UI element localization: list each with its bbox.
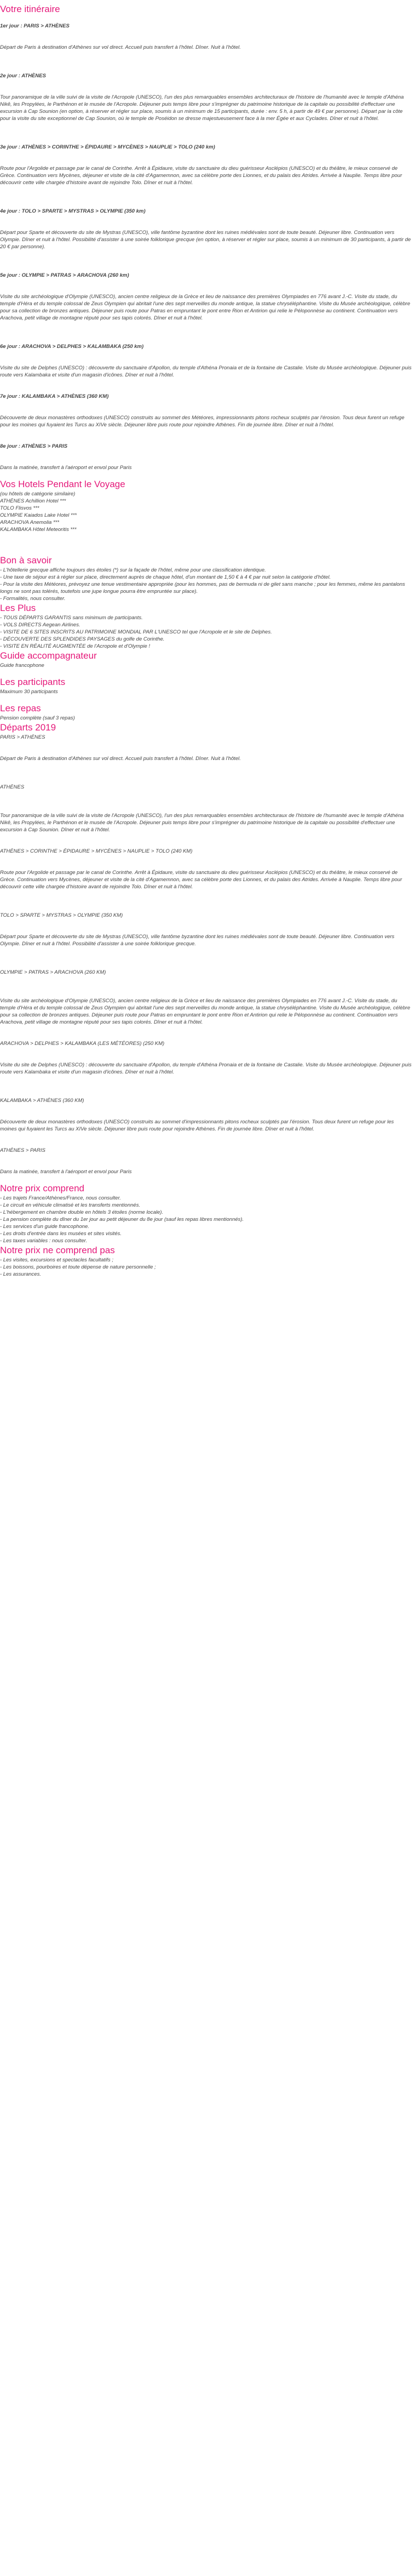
les-plus-title: Les Plus — [0, 603, 36, 613]
depart-heading: KALAMBAKA > ATHÈNES (360 KM) — [0, 1098, 84, 1104]
list-item: - L'hébergement en chambre double en hôtels 3 étoiles (norme locale). — [0, 1209, 164, 1215]
list-item: - Les assurances. — [0, 1271, 41, 1277]
departs-day-4 — [0, 912, 412, 947]
day-text: Visite du site archéologique d'Olympie (UNESCO), ancien centre religieux de la Grèce et lieu de naissance des premières Olympiades en 776 avant J.-C. Visite du stade, du temple d'Héra et du temple colossal de Zeus Olympien qui abritait l'une des sept merveilles du monde antique, la statue chryséléphantine. Visite du Musée archéologique, célèbre pour sa collection de bronzes antiques. Déjeuner puis route pour Patras en empruntant le pont entre Rion et Antirion qui relie le Péloponnèse au continent. Continuation vers Arachova, petit village de montagne réputé pour ses tapis colorés. Dîner et nuit à l'hôtel. — [0, 294, 411, 321]
day-text: Départ pour Sparte et découverte du site de Mystras (UNESCO), ville fantôme byzantine dont les ruines médiévales sont de toute beauté. Déjeuner libre. Continuation vers Olympie. Dîner et nuit à l'hôtel. Possibilité d'assister à une soirée folklorique grecque (en option, à réserver et régler sur place, soumis à un minimum de 30 participants, à partir de 20 € par personne). — [0, 230, 411, 250]
itinerary-day-4 — [0, 208, 412, 250]
list-item: - Les trajets France/Athènes/France, nous consulter. — [0, 1195, 121, 1201]
departs-day-1 — [0, 734, 412, 762]
page — [0, 0, 415, 1278]
itinerary-day-1 — [0, 22, 412, 51]
departs-title: Départs 2019 — [0, 722, 56, 733]
list-item: - L'hôtellerie grecque affiche toujours des étoiles (*) sur la façade de l'hôtel, même pour une classification identique. — [0, 567, 266, 573]
depart-heading: PARIS > ATHÈNES — [0, 734, 45, 740]
day-heading: 3e jour : ATHÈNES > CORINTHE > ÉPIDAURE > MYCÈNES > NAUPLIE > TOLO (240 km) — [0, 144, 215, 150]
day-heading: 6e jour : ARACHOVA > DELPHES > KALAMBAKA (250 km) — [0, 344, 144, 350]
list-item: - VISITE DE 6 SITES INSCRITS AU PATRIMOINE MONDIAL PAR L'UNESCO tel que l'Acropole et le site de Delphes. — [0, 629, 272, 635]
list-item: - Les visites, excursions et spectacles facultatifs ; — [0, 1257, 113, 1263]
itinerary-day-6 — [0, 343, 412, 379]
participants-title: Les participants — [0, 677, 66, 687]
depart-text: Découverte de deux monastères orthodoxes (UNESCO) construits au sommet d'impressionnants pitons rocheux sculptés par l'érosion. Tous deux furent un refuge pour les moines qui fuyaient les Turcs au XIVe siècle. Déjeuner libre puis route pour rejoindre Athènes. Fin de journée libre. Dîner et nuit à l'hôtel. — [0, 1119, 394, 1132]
depart-heading: ATHÈNES > PARIS — [0, 1147, 45, 1153]
itinerary-day-2 — [0, 72, 412, 122]
bon-a-savoir-title: Bon à savoir — [0, 555, 52, 566]
list-item: - Formalités, nous consulter. — [0, 596, 66, 602]
depart-heading: ARACHOVA > DELPHES > KALAMBAKA (LES MÉTÉORES) (250 KM) — [0, 1041, 165, 1047]
prix-ne-comprend-title: Notre prix ne comprend pas — [0, 1245, 115, 1255]
departs-day-7 — [0, 1097, 412, 1133]
day-heading: 5e jour : OLYMPIE > PATRAS > ARACHOVA (260 km) — [0, 272, 129, 278]
list-item: TOLO Flisvos *** — [0, 505, 39, 511]
itinerary-day-8 — [0, 443, 412, 471]
day-text: Visite du site de Delphes (UNESCO) : découverte du sanctuaire d'Apollon, du temple d'Athéna Pronaia et de la fontaine de Castalie. Visite du Musée archéologique. Déjeuner puis route vers Kalambaka et visite d'un magasin d'icônes. Dîner et nuit à l'hôtel. — [0, 365, 412, 378]
day-heading: 7e jour : KALAMBAKA > ATHÈNES (360 KM) — [0, 393, 109, 399]
depart-text: Tour panoramique de la ville suivi de la visite de l'Acropole (UNESCO), l'un des plus remarquables ensembles architecturaux de l'histoire de l'humanité avec le temple d'Athéna Nikê, les Propylées, le Parthénon et le musée de l'Acropole. Déjeuner puis temps libre pour s'imprégner du patrimoine historique de la capitale ou possibilité d'effectuer une excursion à Cap Sounion. Dîner et nuit à l'hôtel. — [0, 813, 404, 833]
hotels-list — [0, 490, 412, 533]
prix-comprend-title: Notre prix comprend — [0, 1183, 85, 1193]
list-item: KALAMBAKA Hôtel Meteoritis *** — [0, 527, 77, 533]
list-item: - DÉCOUVERTE DES SPLENDIDES PAYSAGES du golfe de Corinthe. — [0, 636, 165, 642]
list-item: - TOUS DÉPARTS GARANTIS sans minimum de participants. — [0, 615, 143, 621]
departs-day-8 — [0, 1147, 412, 1175]
repas-text: Pension complète (sauf 3 repas) — [0, 715, 75, 721]
depart-heading: OLYMPIE > PATRAS > ARACHOVA (260 KM) — [0, 969, 106, 975]
day-text: Dans la matinée, transfert à l'aéroport et envol pour Paris — [0, 465, 132, 471]
day-heading: 8e jour : ATHÈNES > PARIS — [0, 443, 68, 449]
list-item: OLYMPIE Kaiados Lake Hotel *** — [0, 512, 77, 518]
list-item: - VISITE EN RÉALITÉ AUGMENTÉE de l'Acropole et d'Olympie ! — [0, 643, 151, 649]
list-item: ATHÈNES Achillion Hotel *** — [0, 498, 66, 504]
day-text: Découverte de deux monastères orthodoxes (UNESCO) construits au sommet des Météores, impressionnants pitons rocheux sculptés par l'érosion. Tous deux furent un refuge pour les moines qui fuyaient les Turcs au XIVe siècle. Déjeuner libre puis route pour rejoindre Athènes. Fin de journée libre. Dîner et nuit à l'hôtel. — [0, 415, 405, 428]
list-item: - Les taxes variables : nous consulter. — [0, 1238, 88, 1244]
itinerary-title: Votre itinéraire — [0, 4, 60, 14]
repas-title: Les repas — [0, 703, 41, 713]
list-item: - Les boissons, pourboires et toute dépense de nature personnelle ; — [0, 1264, 156, 1270]
les-plus-list — [0, 614, 412, 650]
list-item: - Les droits d'entrée dans les musées et sites visités. — [0, 1231, 122, 1237]
participants-text: Maximum 30 participants — [0, 689, 58, 695]
depart-text: Visite du site archéologique d'Olympie (UNESCO), ancien centre religieux de la Grèce et lieu de naissance des premières Olympiades en 776 avant J.-C. Visite du stade, du temple d'Héra et du temple colossal de Zeus Olympien qui abritait l'une des sept merveilles du monde antique, la statue chryséléphantine. Visite du Musée archéologique, célèbre pour sa collection de bronzes antiques. Déjeuner puis route pour Patras en empruntant le pont entre Rion et Antirion qui relie le Péloponnèse au continent. Continuation vers Arachova, petit village de montagne réputé pour ses tapis colorés. Dîner et nuit à l'hôtel. — [0, 998, 411, 1025]
list-item: - VOLS DIRECTS Aegean Airlines. — [0, 622, 80, 628]
list-item: - La pension complète du dîner du 1er jour au petit déjeuner du 8e jour (sauf les repas libres mentionnés). — [0, 1216, 244, 1223]
departs-day-5 — [0, 969, 412, 1026]
list-item: - Une taxe de séjour est à régler sur place, directement auprès de chaque hôtel, d'un montant de 1,50 € à 4 € par nuit selon la catégorie d'hôtel. — [0, 574, 331, 580]
prix-comprend-list — [0, 1195, 412, 1244]
list-item: - Le circuit en véhicule climatisé et les transferts mentionnés. — [0, 1202, 141, 1208]
list-item: (ou hôtels de catégorie similaire) — [0, 491, 76, 497]
departs-day-3 — [0, 848, 412, 890]
list-item: - Pour la visite des Météores, prévoyez une tenue vestimentaire appropriée (pour les hommes, pas de bermuda ni de gilet sans manche ; pour les femmes, même les pantalons longs ne sont pas tolérés, toutefois une jupe longue pourra être empruntée sur place). — [0, 581, 405, 595]
depart-heading: ATHÈNES — [0, 784, 25, 790]
prix-ne-comprend-list — [0, 1256, 412, 1278]
day-heading: 1er jour : PARIS > ATHÈNES — [0, 23, 70, 29]
depart-heading: ATHÈNES > CORINTHE > ÉPIDAURE > MYCÈNES > NAUPLIE > TOLO (240 KM) — [0, 848, 193, 854]
depart-text: Visite du site de Delphes (UNESCO) : découverte du sanctuaire d'Apollon, du temple d'Athéna Pronaia et de la fontaine de Castalie. Visite du Musée archéologique. Déjeuner puis route vers Kalambaka et visite d'un magasin d'icônes. Dîner et nuit à l'hôtel. — [0, 1062, 412, 1075]
day-text: Tour panoramique de la ville suivi de la visite de l'Acropole (UNESCO), l'un des plus remarquables ensembles architecturaux de l'histoire de l'humanité avec le temple d'Athéna Nikê, les Propylées, le Parthénon et le musée de l'Acropole. Déjeuner puis temps libre pour s'imprégner du patrimoine historique de la capitale ou possibilité d'effectuer une excursion à Cap Sounion (en option, à réserver et régler sur place, soumis à un minimum de 15 participants, durée : env. 5 h, à partir de 49 € par personne). Départ par la côte pour la visite du site exceptionnel de Cap Sounion, où le temple de Poséidon se dresse majestueusement face à la mer Égée et aux Cyclades. Dîner et nuit à l'hôtel. — [0, 94, 404, 122]
itinerary-day-5 — [0, 272, 412, 322]
day-text: Départ de Paris à destination d'Athènes sur vol direct. Accueil puis transfert à l'hôtel. Dîner. Nuit à l'hôtel. — [0, 44, 241, 50]
hotels-title: Vos Hotels Pendant le Voyage — [0, 479, 125, 489]
itinerary-day-3 — [0, 144, 412, 186]
list-item: - Les services d'un guide francophone. — [0, 1224, 89, 1230]
guide-title: Guide accompagnateur — [0, 650, 97, 661]
depart-text: Départ pour Sparte et découverte du site de Mystras (UNESCO), ville fantôme byzantine dont les ruines médiévales sont de toute beauté. Déjeuner libre. Continuation vers Olympie. Dîner et nuit à l'hôtel. Possibilité d'assister à une soirée folklorique grecque. — [0, 934, 395, 947]
depart-text: Dans la matinée, transfert à l'aéroport et envol pour Paris — [0, 1169, 132, 1175]
day-heading: 2e jour : ATHÈNES — [0, 73, 46, 79]
departs-day-2 — [0, 784, 412, 833]
departs-day-6 — [0, 1040, 412, 1076]
day-text: Route pour l'Argolide et passage par le canal de Corinthe. Arrêt à Épidaure, visite du sanctuaire du dieu guérisseur Asclépios (UNESCO) et du théâtre, le mieux conservé de Grèce. Continuation vers Mycènes, déjeuner et visite de la cité d'Agamemnon, avec sa célèbre porte des Lionnes, et du palais des Atrides. Arrivée à Nauplie. Temps libre pour découvrir cette ville chargée d'histoire avant de rejoindre Tolo. Dîner et nuit à l'hôtel. — [0, 165, 402, 186]
day-heading: 4e jour : TOLO > SPARTE > MYSTRAS > OLYMPIE (350 km) — [0, 208, 146, 214]
depart-text: Route pour l'Argolide et passage par le canal de Corinthe. Arrêt à Épidaure, visite du sanctuaire du dieu guérisseur Asclépios (UNESCO) et du théâtre, le mieux conservé de Grèce. Continuation vers Mycènes, déjeuner et visite de la cité d'Agamemnon, avec sa célèbre porte des Lionnes, et du palais des Atrides. Arrivée à Nauplie. Temps libre pour découvrir cette ville chargée d'histoire avant de rejoindre Tolo. Dîner et nuit à l'hôtel. — [0, 870, 402, 890]
list-item: ARACHOVA Anemolia *** — [0, 519, 60, 526]
bon-a-savoir-list — [0, 567, 412, 602]
depart-heading: TOLO > SPARTE > MYSTRAS > OLYMPIE (350 KM) — [0, 912, 123, 918]
depart-text: Départ de Paris à destination d'Athènes sur vol direct. Accueil puis transfert à l'hôtel. Dîner. Nuit à l'hôtel. — [0, 756, 241, 762]
itinerary-day-7 — [0, 393, 412, 429]
guide-text: Guide francophone — [0, 662, 44, 669]
